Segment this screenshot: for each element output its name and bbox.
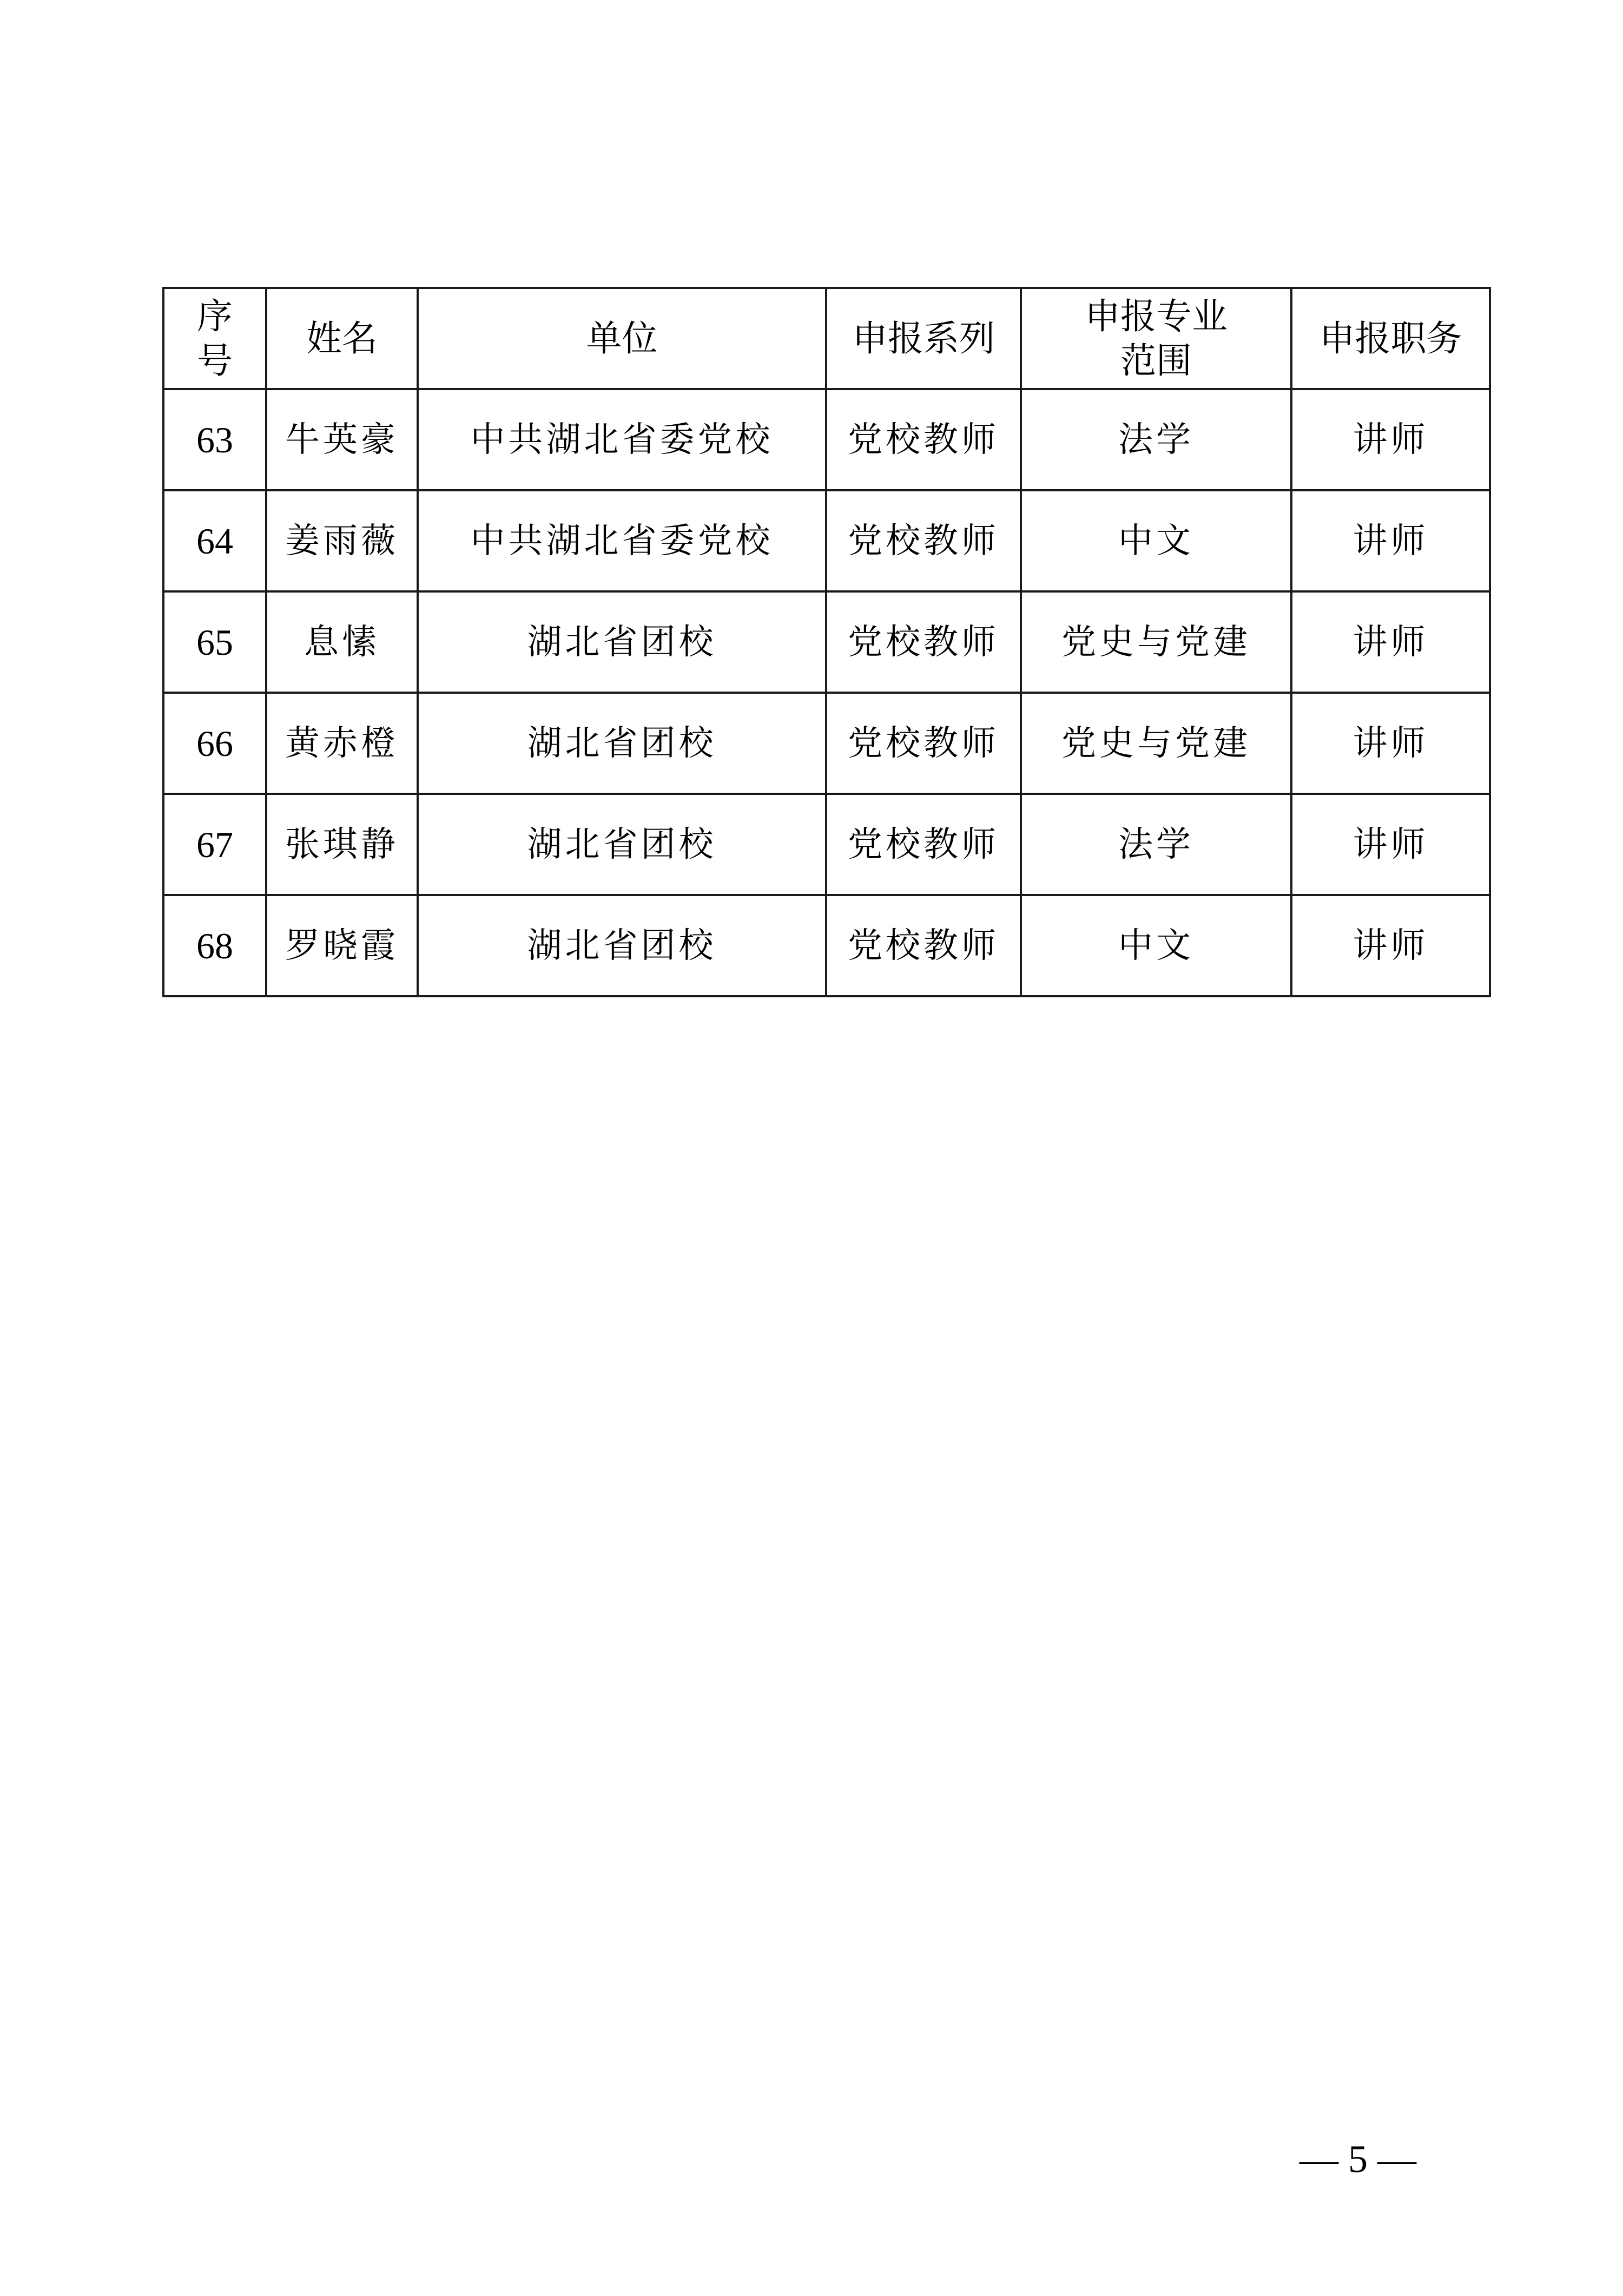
cell-name: 张琪静 — [266, 794, 418, 895]
cell-seq: 64 — [163, 490, 266, 591]
header-position: 申报职务 — [1291, 288, 1490, 389]
cell-unit: 湖北省团校 — [418, 591, 826, 693]
cell-position: 讲师 — [1291, 591, 1490, 693]
table-header-row — [163, 288, 1490, 389]
header-seq-line2: 号 — [197, 339, 233, 381]
table-row — [163, 389, 1490, 490]
cell-position: 讲师 — [1291, 794, 1490, 895]
cell-position: 讲师 — [1291, 490, 1490, 591]
cell-unit: 中共湖北省委党校 — [418, 490, 826, 591]
cell-scope: 党史与党建 — [1021, 693, 1291, 794]
cell-scope: 党史与党建 — [1021, 591, 1291, 693]
table-row — [163, 895, 1490, 996]
cell-name: 罗晓霞 — [266, 895, 418, 996]
cell-unit: 湖北省团校 — [418, 794, 826, 895]
cell-series: 党校教师 — [826, 895, 1021, 996]
cell-scope: 法学 — [1021, 389, 1291, 490]
header-scope-line2: 范围 — [1120, 339, 1192, 381]
cell-seq: 63 — [163, 389, 266, 490]
cell-position: 讲师 — [1291, 693, 1490, 794]
table-row — [163, 591, 1490, 693]
cell-position: 讲师 — [1291, 895, 1490, 996]
header-name: 姓名 — [266, 288, 418, 389]
header-scope — [1021, 288, 1291, 389]
cell-seq: 65 — [163, 591, 266, 693]
page-number: — 5 — — [1299, 2137, 1416, 2181]
header-scope-line1: 申报专业 — [1085, 295, 1228, 337]
cell-series: 党校教师 — [826, 794, 1021, 895]
cell-scope: 法学 — [1021, 794, 1291, 895]
cell-position: 讲师 — [1291, 389, 1490, 490]
cell-series: 党校教师 — [826, 490, 1021, 591]
cell-name: 姜雨薇 — [266, 490, 418, 591]
cell-scope: 中文 — [1021, 895, 1291, 996]
cell-seq: 67 — [163, 794, 266, 895]
table-row — [163, 794, 1490, 895]
applicant-table — [162, 287, 1491, 997]
cell-unit: 湖北省团校 — [418, 895, 826, 996]
header-seq — [163, 288, 266, 389]
table-row — [163, 693, 1490, 794]
cell-name: 息愫 — [266, 591, 418, 693]
cell-name: 牛英豪 — [266, 389, 418, 490]
cell-seq: 68 — [163, 895, 266, 996]
table-row — [163, 490, 1490, 591]
cell-scope: 中文 — [1021, 490, 1291, 591]
header-unit: 单位 — [418, 288, 826, 389]
cell-name: 黄赤橙 — [266, 693, 418, 794]
header-seq-line1: 序 — [197, 295, 233, 337]
cell-series: 党校教师 — [826, 693, 1021, 794]
header-series: 申报系列 — [826, 288, 1021, 389]
cell-series: 党校教师 — [826, 591, 1021, 693]
cell-unit: 中共湖北省委党校 — [418, 389, 826, 490]
cell-unit: 湖北省团校 — [418, 693, 826, 794]
cell-seq: 66 — [163, 693, 266, 794]
cell-series: 党校教师 — [826, 389, 1021, 490]
